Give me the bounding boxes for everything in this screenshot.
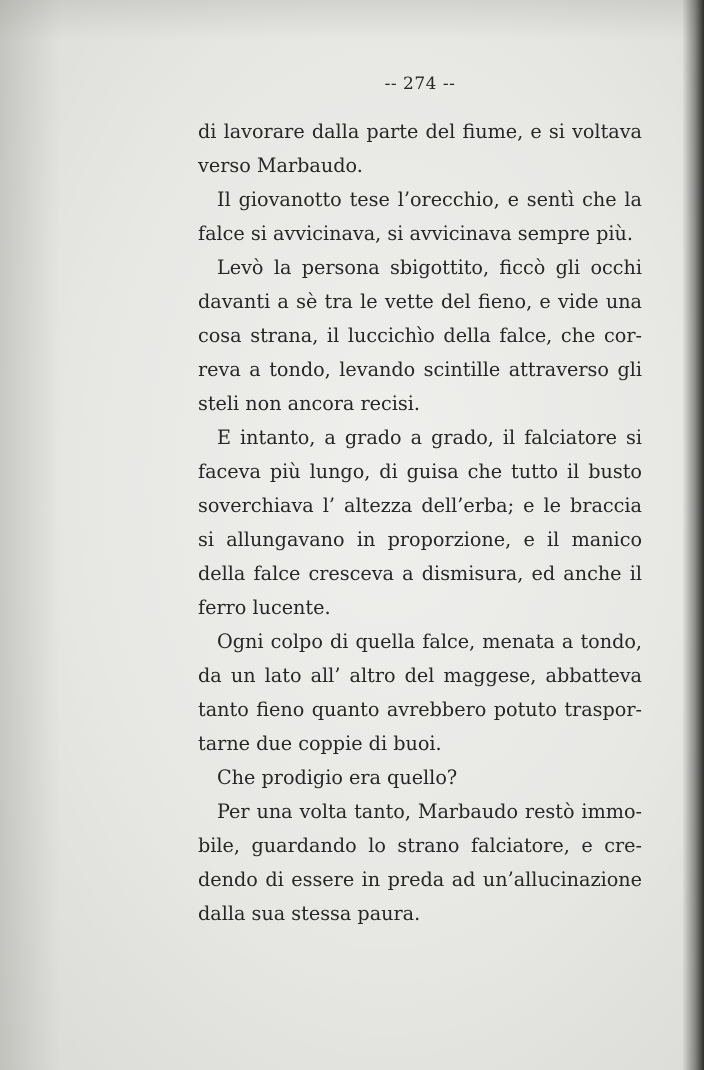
text-line: Il giovanotto tese l’orecchio, e sentì che la [217, 188, 642, 211]
page-shadow-left [0, 0, 60, 1070]
text-line: Levò la persona sbigottito, ficcò gli occhi [217, 256, 642, 279]
text-line: steli non ancora recisi. [198, 392, 420, 415]
text-line: si allungavano in proporzione, e il manico [198, 528, 642, 551]
text-line: Che prodigio era quello? [217, 766, 458, 789]
text-line: da un lato all’ altro del maggese, abbatteva [198, 664, 642, 687]
page-binding-edge [682, 0, 704, 1070]
text-line: di lavorare dalla parte del fiume, e si voltava [198, 120, 642, 143]
page-shadow-top [0, 0, 704, 40]
text-line: faceva più lungo, di guisa che tutto il busto [198, 460, 642, 483]
body-text [198, 115, 642, 931]
text-line: ferro lucente. [198, 596, 331, 619]
text-line: E intanto, a grado a grado, il falciatore si [217, 426, 642, 449]
text-line: Ogni colpo di quella falce, menata a tondo, [217, 630, 642, 653]
text-line: dendo di essere in preda ad un’allucinazione [198, 868, 642, 891]
text-line: dalla sua stessa paura. [198, 902, 421, 925]
text-line: tarne due coppie di buoi. [198, 732, 442, 755]
text-line: tanto fieno quanto avrebbero potuto traspor- [198, 698, 642, 721]
text-line: cosa strana, il luccichìo della falce, che cor- [198, 324, 642, 347]
text-line: soverchiava l’ altezza dell’erba; e le braccia [198, 494, 642, 517]
text-line: della falce cresceva a dismisura, ed anche il [198, 562, 642, 585]
text-line: Per una volta tanto, Marbaudo restò immo- [217, 800, 642, 823]
text-line: davanti a sè tra le vette del fieno, e vide una [198, 290, 642, 313]
text-line: bile, guardando lo strano falciatore, e cre- [198, 834, 642, 857]
text-line: verso Marbaudo. [198, 154, 363, 177]
page-number: -- 274 -- [384, 74, 456, 94]
text-line: falce si avvicinava, si avvicinava sempre più. [198, 222, 633, 245]
text-line: reva a tondo, levando scintille attraverso gli [198, 358, 642, 381]
